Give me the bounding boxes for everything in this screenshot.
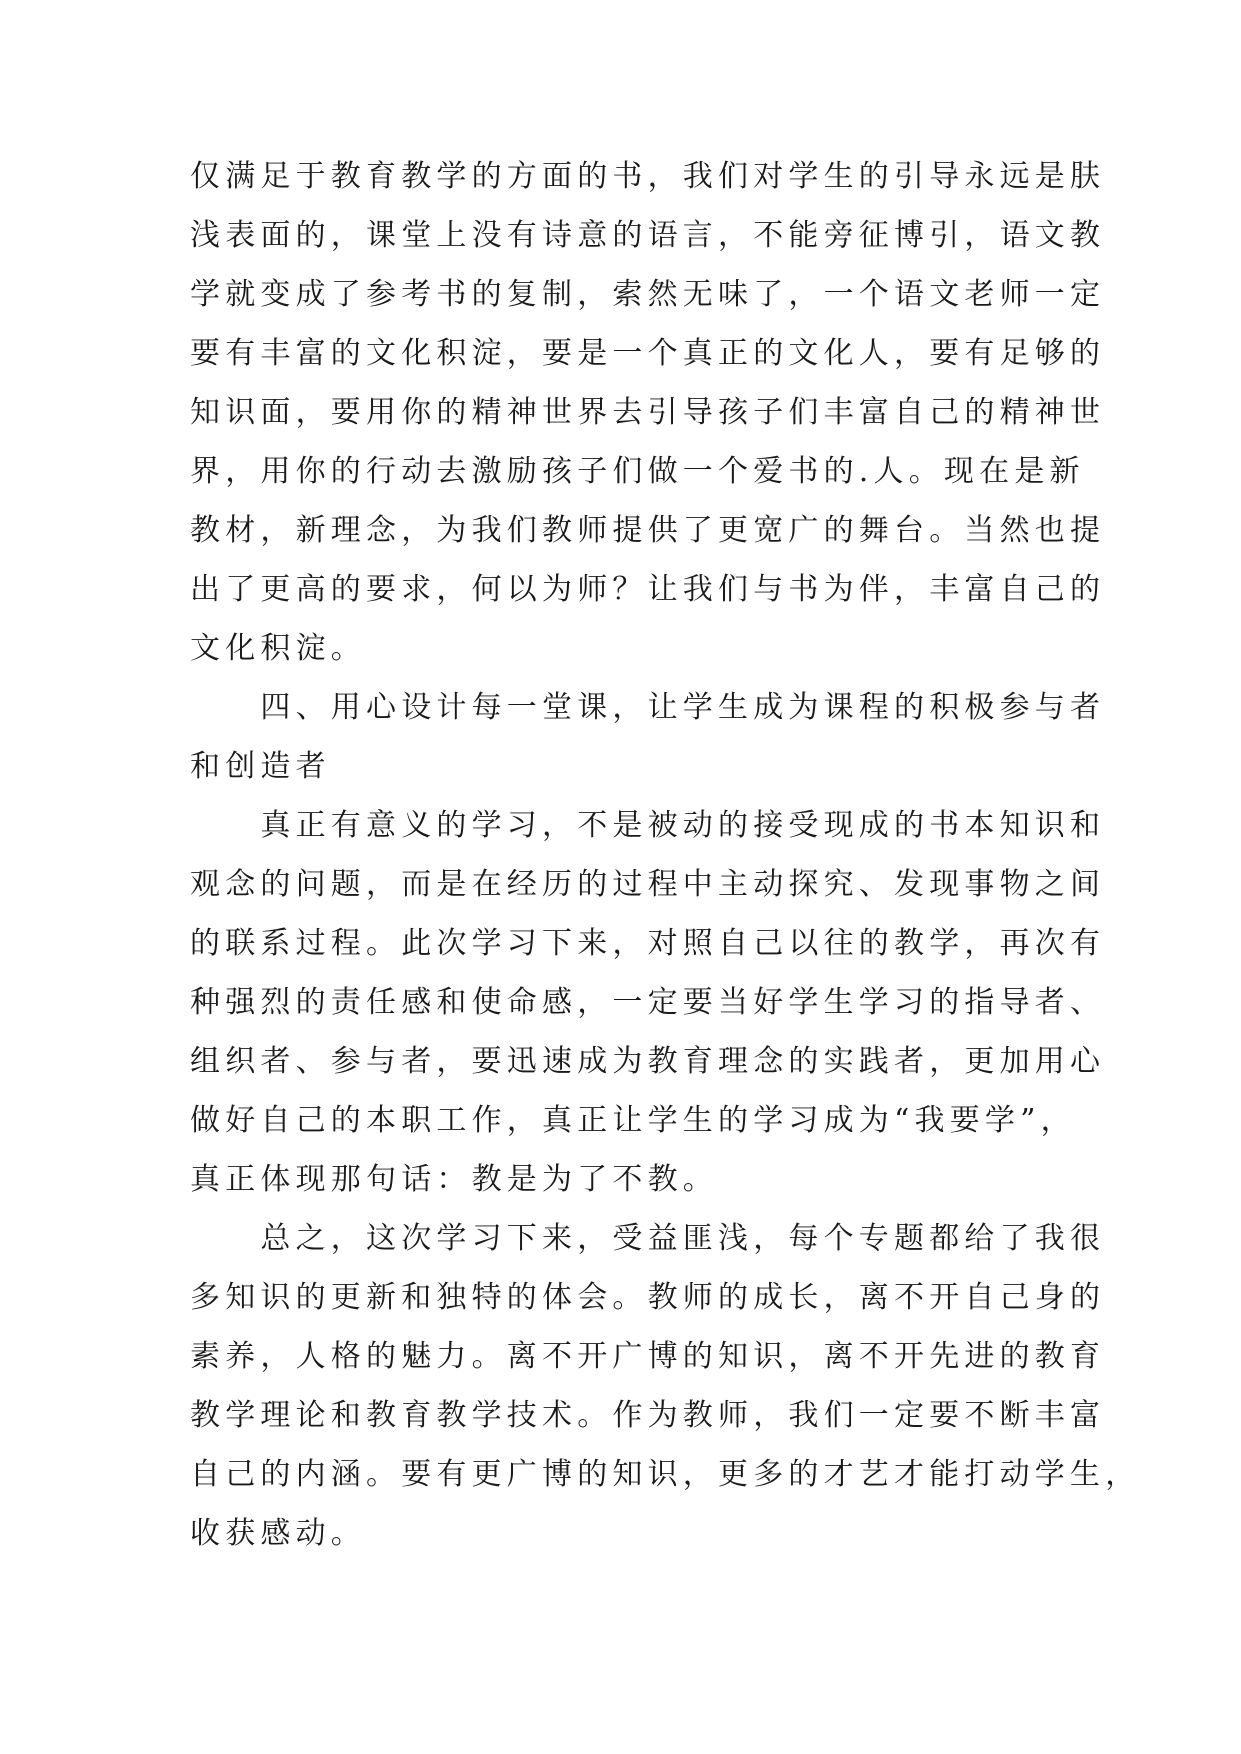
text-line: 种强烈的责任感和使命感，一定要当好学生学习的指导者、 <box>190 985 1106 1020</box>
text-line: 自己的内涵。要有更广博的知识，更多的才艺才能打动学生， <box>190 1457 1141 1492</box>
text-line: 出了更高的要求，何以为师？让我们与书为伴，丰富自己的 <box>190 572 1106 607</box>
text-line: 组织者、参与者，要迅速成为教育理念的实践者，更加用心 <box>190 1044 1106 1079</box>
text-line: 多知识的更新和独特的体会。教师的成长，离不开自己身的 <box>190 1280 1106 1315</box>
text-line: 仅满足于教育教学的方面的书，我们对学生的引导永远是肤 <box>190 159 1106 194</box>
text-line: 的联系过程。此次学习下来，对照自己以往的教学，再次有 <box>190 926 1106 961</box>
text-line: 浅表面的，课堂上没有诗意的语言，不能旁征博引，语文教 <box>190 218 1106 253</box>
text-line: 真正体现那句话：教是为了不教。 <box>190 1162 718 1197</box>
text-line: 教材，新理念，为我们教师提供了更宽广的舞台。当然也提 <box>190 513 1106 548</box>
text-line: 总之，这次学习下来，受益匪浅，每个专题都给了我很 <box>190 1221 1106 1256</box>
text-line: 观念的问题，而是在经历的过程中主动探究、发现事物之间 <box>190 867 1106 902</box>
section-heading: 四、用心设计每一堂课，让学生成为课程的积极参与者 <box>190 690 1106 725</box>
text-line: 素养，人格的魅力。离不开广博的知识，离不开先进的教育 <box>190 1339 1106 1374</box>
text-line: 教学理论和教育教学技术。作为教师，我们一定要不断丰富 <box>190 1398 1106 1433</box>
text-line: 真正有意义的学习，不是被动的接受现成的书本知识和 <box>190 808 1106 843</box>
text-line: 要有丰富的文化积淀，要是一个真正的文化人，要有足够的 <box>190 336 1106 371</box>
text-line: 做好自己的本职工作，真正让学生的学习成为“我要学”， <box>190 1103 1076 1138</box>
text-line: 知识面，要用你的精神世界去引导孩子们丰富自己的精神世 <box>190 395 1106 430</box>
text-line: 收获感动。 <box>190 1516 366 1551</box>
text-line: 文化积淀。 <box>190 631 366 666</box>
section-heading: 和创造者 <box>190 749 331 784</box>
text-line: 界，用你的行动去激励孩子们做一个爱书的.人。现在是新 <box>190 454 1085 489</box>
text-line: 学就变成了参考书的复制，索然无味了，一个语文老师一定 <box>190 277 1106 312</box>
